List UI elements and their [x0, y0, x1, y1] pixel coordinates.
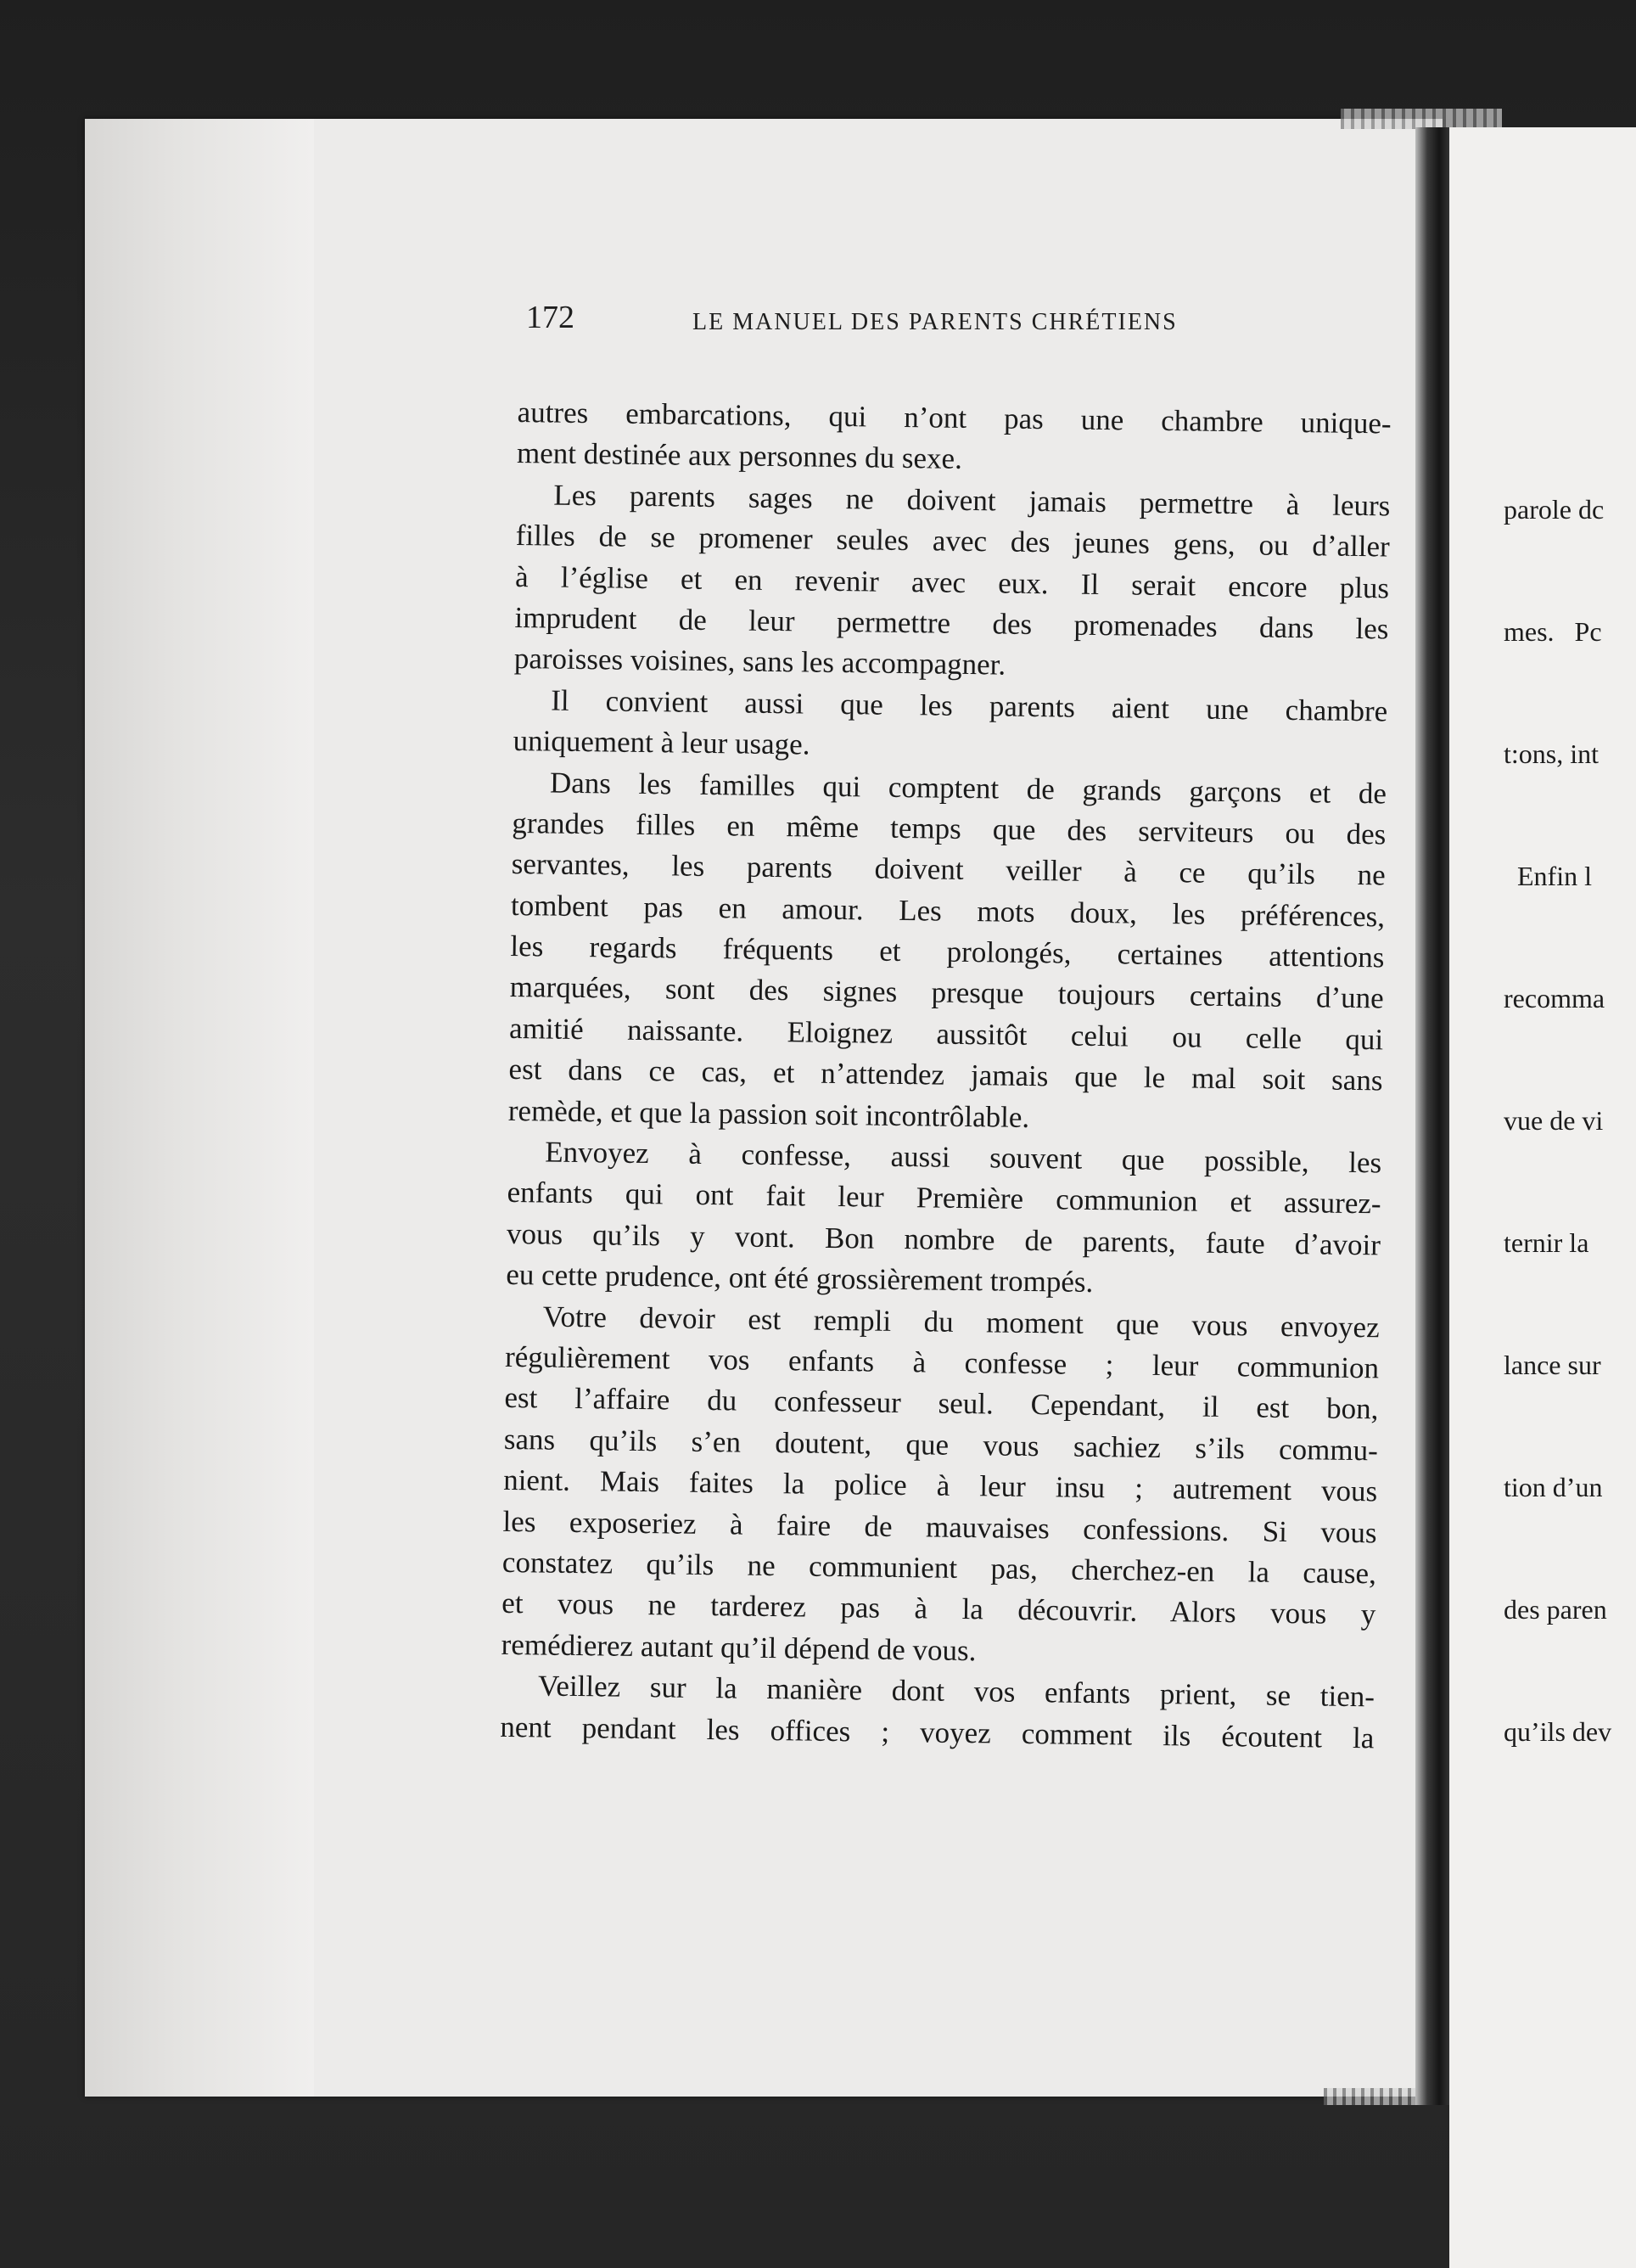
body-text [500, 392, 1392, 1759]
text-line: vous qu’ils y vont. Bon nombre de parents, faute d’avoir [506, 1216, 1381, 1262]
text-line: Envoyez à confesse, aussi souvent que possible, les [545, 1135, 1382, 1180]
text-line: nent pendant les offices ; voyez comment ils écoutent la [500, 1709, 1375, 1754]
text-line: marquées, sont des signes presque toujours certains d’une [509, 970, 1384, 1015]
text-line: tombent pas en amour. Les mots doux, les préférences, [510, 888, 1386, 934]
facing-line: lance sur [1504, 1350, 1601, 1380]
text-line: imprudent de leur permettre des promenades dans les [514, 600, 1389, 646]
text-line: et vous ne tarderez pas à la découvrir. Alors vous y [501, 1586, 1376, 1631]
text-line: ment destinée aux personnes du sexe. [516, 436, 963, 476]
text-line: remédierez autant qu’il dépend de vous. [501, 1627, 977, 1667]
text-line: filles de se promener seules avec des jeunes gens, ou d’aller [515, 519, 1390, 564]
text-line: sans qu’ils s’en doutent, que vous sachiez s’ils commu- [503, 1422, 1379, 1468]
text-line: nient. Mais faites la police à leur insu ; autrement vous [502, 1463, 1378, 1508]
facing-page-text [1504, 407, 1611, 1833]
page-edge-ticks-top [1341, 109, 1502, 129]
text-line: enfants qui ont fait leur Première communion et assurez- [507, 1176, 1381, 1221]
book-gutter [1415, 127, 1449, 2105]
page-header [526, 299, 1383, 341]
facing-line: tion d’un [1504, 1472, 1603, 1502]
facing-line: recomma [1504, 983, 1605, 1013]
text-line: Il convient aussi que les parents aient une chambre [550, 683, 1388, 728]
text-line: les regards fréquents et prolongés, certaines attentions [510, 929, 1385, 974]
page-edge-shading [85, 119, 314, 2097]
text-line: autres embarcations, qui n’ont pas une chambre unique- [517, 395, 1392, 441]
text-line: Dans les familles qui comptent de grands garçons et de [549, 766, 1387, 810]
text-line: amitié naissante. Eloignez aussitôt celui ou celle qui [508, 1011, 1384, 1057]
text-line: constatez qu’ils ne communient pas, cherchez-en la cause, [501, 1545, 1377, 1591]
text-line: eu cette prudence, ont été grossièrement trompés. [506, 1258, 1094, 1300]
text-line: est l’affaire du confesseur seul. Cependant, il est bon, [504, 1381, 1379, 1426]
text-line: Votre devoir est rempli du moment que vous envoyez [542, 1300, 1380, 1344]
text-line: Veillez sur la manière dont vos enfants prient, se tien- [537, 1669, 1375, 1714]
running-title: LE MANUEL DES PARENTS CHRÉTIENS [692, 309, 1178, 335]
text-line: est dans ce cas, et n’attendez jamais que le mal soit sans [508, 1053, 1383, 1098]
text-line: remède, et que la passion soit incontrôlable. [507, 1093, 1030, 1134]
facing-line: ternir la [1504, 1227, 1589, 1258]
text-line: les exposeriez à faire de mauvaises confessions. Si vous [502, 1504, 1377, 1549]
text-line: régulièrement vos enfants à confesse ; leur communion [504, 1339, 1380, 1385]
text-line: à l’église et en revenir avec eux. Il serait encore plus [514, 559, 1390, 605]
facing-line: mes. Pc [1504, 616, 1602, 647]
facing-line: des paren [1504, 1594, 1607, 1625]
facing-line: t:ons, int [1504, 738, 1600, 769]
facing-line: vue de vi [1504, 1105, 1604, 1136]
text-line: Les parents sages ne doivent jamais permettre à leurs [553, 478, 1391, 523]
facing-line: Enfin l [1504, 861, 1592, 891]
text-line: grandes filles en même temps que des serviteurs ou des [512, 806, 1387, 851]
text-line: paroisses voisines, sans les accompagner. [513, 642, 1006, 682]
facing-line: qu’ils dev [1504, 1716, 1612, 1747]
page-number: 172 [526, 300, 574, 335]
text-line: uniquement à leur usage. [513, 724, 810, 761]
text-line: servantes, les parents doivent veiller à ce qu’ils ne [511, 847, 1386, 892]
facing-line: parole dc [1504, 494, 1605, 525]
facing-page [1449, 127, 1636, 2268]
